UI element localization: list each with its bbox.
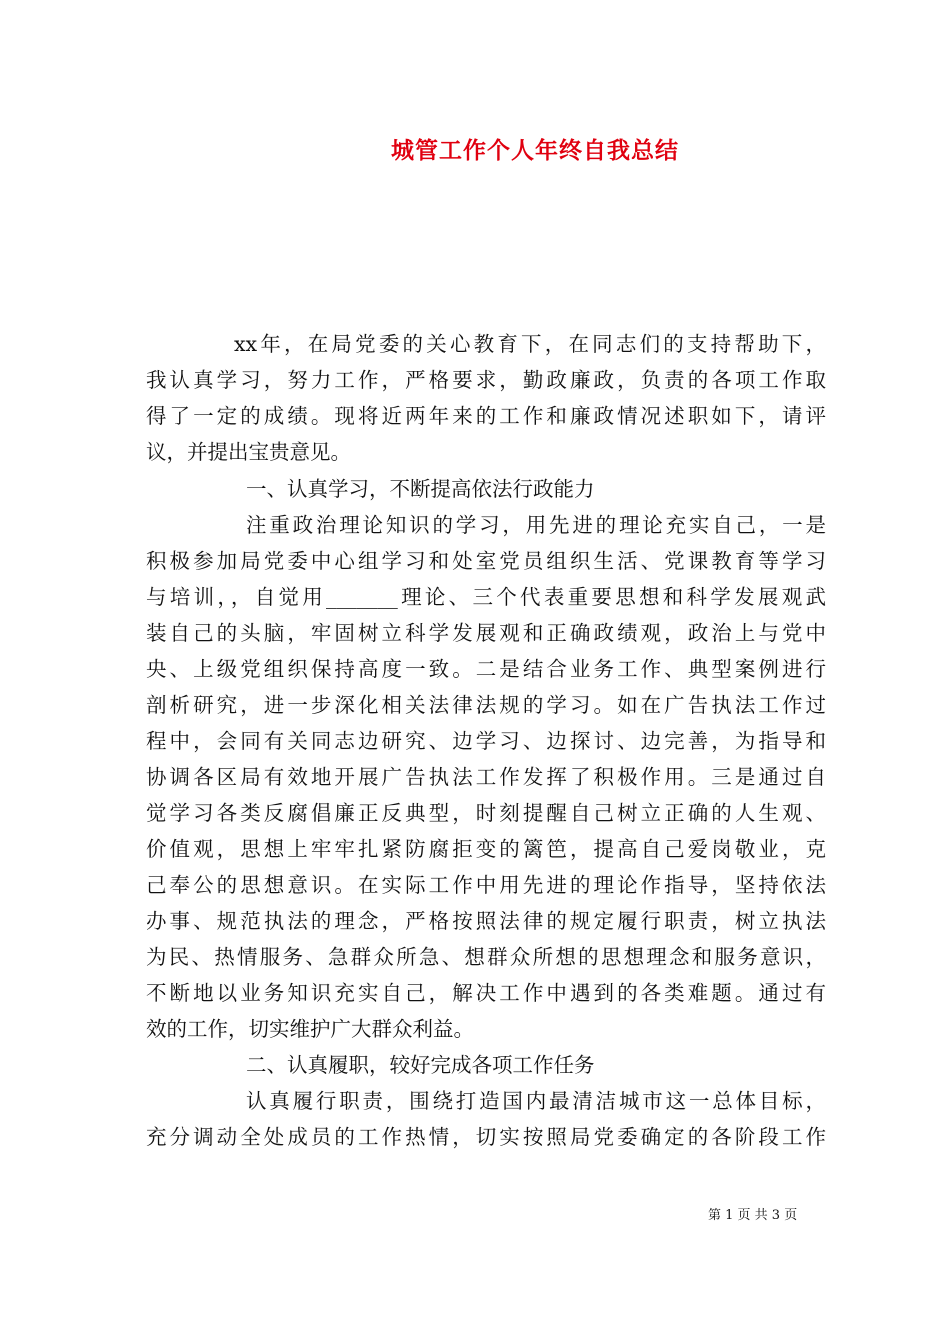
paragraph-line: 得了一定的成绩。现将近两年来的工作和廉政情况述职如下，请评: [146, 404, 826, 428]
paragraph-line: xx年，在局党委的关心教育下，在同志们的支持帮助下，: [234, 332, 826, 356]
document-title: 城管工作个人年终自我总结: [391, 137, 679, 164]
paragraph-line: 剖析研究，进一步深化相关法律法规的学习。如在广告执法工作过: [146, 693, 826, 717]
paragraph-line: 我认真学习，努力工作，严格要求，勤政廉政，负责的各项工作取: [146, 368, 826, 392]
section-heading: 二、认真履职，较好完成各项工作任务: [246, 1053, 595, 1077]
paragraph-line: 装自己的头脑，牢固树立科学发展观和正确政绩观，政治上与党中: [146, 621, 826, 645]
paragraph-line: 认真履行职责，围绕打造国内最清洁城市这一总体目标，: [246, 1089, 826, 1113]
paragraph-line: 办事、规范执法的理念，严格按照法律的规定履行职责，树立执法: [146, 909, 826, 933]
section-heading: 一、认真学习，不断提高依法行政能力: [246, 477, 595, 501]
page-number-footer: 第 1 页 共 3 页: [708, 1208, 798, 1223]
paragraph-line: 为民、热情服务、急群众所急、想群众所想的思想理念和服务意识，: [146, 945, 826, 969]
paragraph-line: 程中，会同有关同志边研究、边学习、边探讨、边完善，为指导和: [146, 729, 826, 753]
paragraph-line: 央、上级党组织保持高度一致。二是结合业务工作、典型案例进行: [146, 657, 826, 681]
paragraph-line: 积极参加局党委中心组学习和处室党员组织生活、党课教育等学习: [146, 549, 826, 573]
paragraph-line: 充分调动全处成员的工作热情，切实按照局党委确定的各阶段工作: [146, 1125, 826, 1149]
paragraph-line: 价值观，思想上牢牢扎紧防腐拒变的篱笆，提高自己爱岗敬业，克: [146, 837, 826, 861]
paragraph-line: 觉学习各类反腐倡廉正反典型，时刻提醒自己树立正确的人生观、: [146, 801, 826, 825]
paragraph-line: 不断地以业务知识充实自己，解决工作中遇到的各类难题。通过有: [146, 981, 826, 1005]
paragraph-line: 议，并提出宝贵意见。: [146, 440, 351, 464]
paragraph-line: 与培训，，自觉用_______理论、三个代表重要思想和科学发展观武: [146, 585, 826, 609]
paragraph-line: 协调各区局有效地开展广告执法工作发挥了积极作用。三是通过自: [146, 765, 826, 789]
paragraph-line: 效的工作，切实维护广大群众利益。: [146, 1017, 474, 1041]
paragraph-line: 注重政治理论知识的学习，用先进的理论充实自己，一是: [246, 513, 826, 537]
paragraph-line: 己奉公的思想意识。在实际工作中用先进的理论作指导，坚持依法: [146, 873, 826, 897]
